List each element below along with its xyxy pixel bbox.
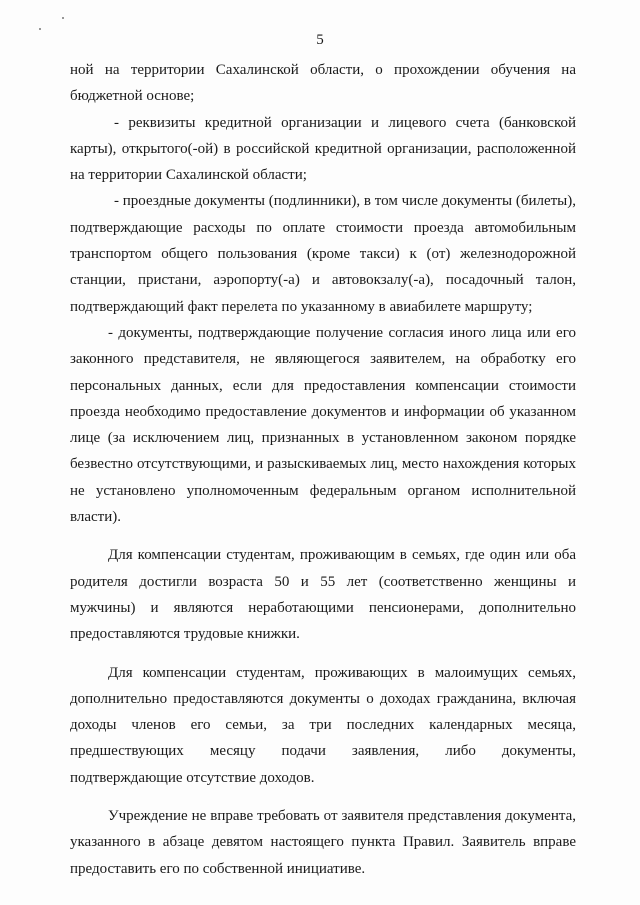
paragraph-travel-documents: - проездные документы (подлинники), в том числе документы (билеты), подтверждающие расходы по оплате стоимости проезда автомобильным транспортом общего пользования (кроме такси) к (от) железнодорожной станции, пристани, аэропорту(-а) и автовокзалу(-а), посадочный талон, подтверждающий факт перелета по указанному в авиабилете маршруту;: [70, 193, 576, 315]
paragraph-pensioner-parents: Для компенсации студентам, проживающим в семьях, где один или оба родителя достигли возраста 50 и 55 лет (соответственно женщины и мужчины) и являются неработающими пенсионерами, дополнительно предоставляются трудовые книжки.: [70, 547, 576, 643]
page-number: 5: [316, 32, 324, 48]
scan-speck: [39, 28, 41, 30]
paragraph-low-income-families: Для компенсации студентам, проживающих в малоимущих семьях, дополнительно предоставляются документы о доходах гражданина, включая доходы членов его семьи, за три последних календарных месяца, предшествующих месяцу подачи заявления, либо документы, подтверждающие отсутствие доходов.: [70, 664, 576, 786]
paragraph-continuation: ной на территории Сахалинской области, о прохождении обучения на бюджетной основе;: [70, 62, 576, 105]
scan-speck: [62, 17, 64, 19]
paragraph-institution-rights: Учреждение не вправе требовать от заявителя представления документа, указанного в абзаце девятом настоящего пункта Правил. Заявитель вправе предоставить его по собственной инициативе.: [70, 808, 576, 877]
paragraph-bank-details: - реквизиты кредитной организации и лицевого счета (банковской карты), открытого(-ой) в российской кредитной организации, расположенной на территории Сахалинской области;: [70, 114, 576, 184]
document-body: [70, 57, 576, 882]
paragraph-consent-documents: - документы, подтверждающие получение согласия иного лица или его законного представителя, не являющегося заявителем, на обработку его персональных данных, если для предоставления компенсации стоимости проезда необходимо предоставление документов и информации об указанном лице (за исключением лиц, признанных в установленном законом порядке безвестно отсутствующими, и разыскиваемых лиц, место нахождения которых не установлено уполномоченным федеральным органом исполнительной власти).: [70, 324, 576, 526]
